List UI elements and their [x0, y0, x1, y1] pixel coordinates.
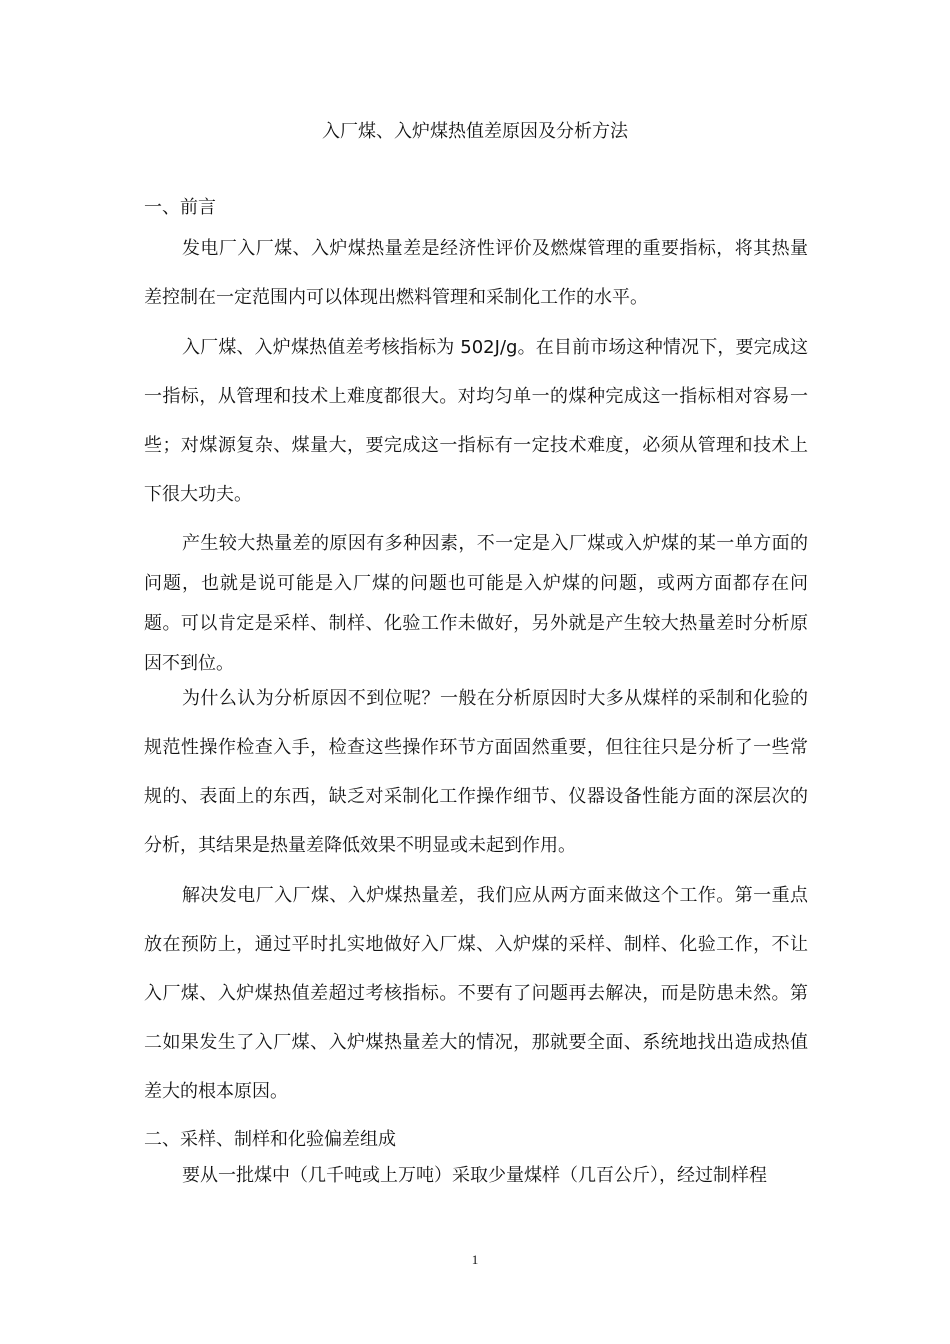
paragraph-1: 发电厂入厂煤、入炉煤热量差是经济性评价及燃煤管理的重要指标，将其热量差控制在一定范围内可以体现出燃料管理和采制化工作的水平。	[144, 238, 808, 308]
paragraph-3: 产生较大热量差的原因有多种因素，不一定是入厂煤或入炉煤的某一单方面的问题，也就是说可能是入厂煤的问题也可能是入炉煤的问题，或两方面都存在问题。可以肯定是采样、制样、化验工作未做好，另外就是产生较大热量差时分析原因不到位。	[144, 533, 808, 674]
paragraph-5: 解决发电厂入厂煤、入炉煤热量差，我们应从两方面来做这个工作。第一重点放在预防上，通过平时扎实地做好入厂煤、入炉煤的采样、制样、化验工作，不让入厂煤、入炉煤热值差超过考核指标。不要有了问题再去解决，而是防患未然。第二如果发生了入厂煤、入炉煤热量差大的情况，那就要全面、系统地找出造成热值差大的根本原因。	[144, 885, 808, 1102]
paragraph-2: 入厂煤、入炉煤热值差考核指标为 502J/g。在目前市场这种情况下，要完成这一指标，从管理和技术上难度都很大。对均匀单一的煤种完成这一指标相对容易一些；对煤源复杂、煤量大，要完成这一指标有一定技术难度，必须从管理和技术上下很大功夫。	[144, 337, 808, 505]
paragraph-6: 要从一批煤中（几千吨或上万吨）采取少量煤样（几百公斤），经过制样程	[182, 1165, 767, 1186]
section-heading-deviation: 二、采样、制样和化验偏差组成	[144, 1129, 396, 1150]
paragraph-4: 为什么认为分析原因不到位呢？一般在分析原因时大多从煤样的采制和化验的规范性操作检查入手，检查这些操作环节方面固然重要，但往往只是分析了一些常规的、表面上的东西，缺乏对采制化工作操作细节、仪器设备性能方面的深层次的分析，其结果是热量差降低效果不明显或未起到作用。	[144, 688, 808, 856]
section-heading-preface: 一、前言	[144, 197, 216, 218]
document-title: 入厂煤、入炉煤热值差原因及分析方法	[322, 121, 628, 142]
page-number: 1	[471, 1252, 479, 1267]
